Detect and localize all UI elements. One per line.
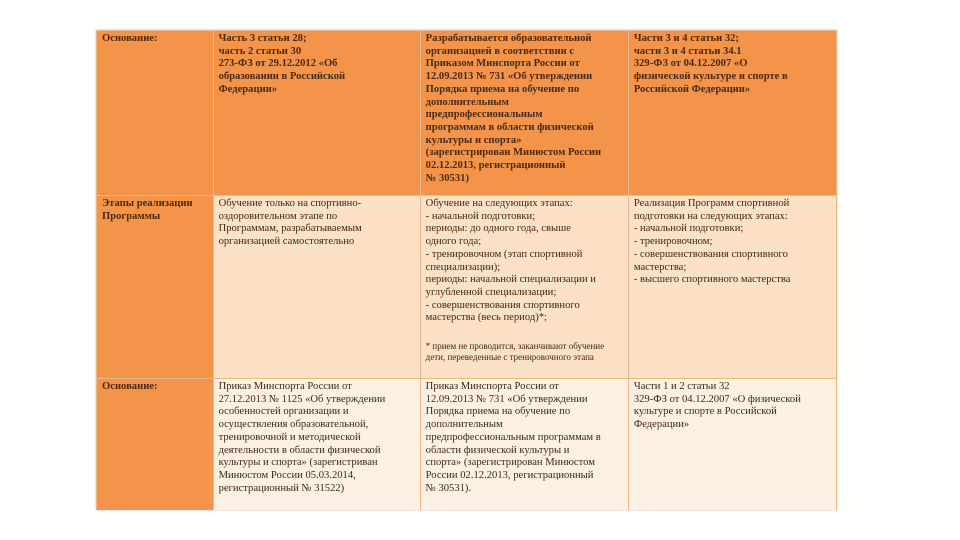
- table-row-basis-bottom: [97, 379, 837, 511]
- table-cell: [420, 379, 628, 511]
- table-row-stages: [97, 196, 837, 379]
- cell-text: Приказ Минспорта России от 27.12.2013 № 1125 «Об утверждении особенностей организации и осуществления образовательной, тренировочной и методической деятельности в области физической культуры и спорта» (зарегистриван Минюстом России 05.03.2014, регистрационный № 31522): [218, 381, 386, 494]
- row-label: Основание:: [102, 33, 158, 44]
- cell-text: Разрабатывается образовательной организацией в соответствии с Приказом Минспорта России от 12.09.2013 № 731 «Об утверждении Порядка приема на обучение по дополнительным предпрофессиональным программам в области физической культуры и спорта» (зарегистрирован Минюстом России 02.12.2013, регистрационный № 30531): [425, 33, 602, 184]
- row-label-cell: [97, 196, 214, 379]
- cell-text: Части 3 и 4 статьи 32; части 3 и 4 статьи 34.1 329-ФЗ от 04.12.2007 «О физической культуре и спорте в Российской Федерации»: [633, 33, 788, 95]
- row-label: Этапы реализации Программы: [102, 198, 193, 222]
- cell-text: Обучение только на спортивно- оздоровительном этапе по Программам, разрабатываемым организацией самостоятельно: [218, 198, 362, 248]
- table-row-basis-top: [97, 31, 837, 196]
- comparison-table: [96, 30, 837, 510]
- table-cell: [628, 31, 836, 196]
- cell-text: Приказ Минспорта России от 12.09.2013 № 731 «Об утверждении Порядка приема на обучение по дополнительным предпрофессиональным программам в области физической культуры и спорта» (зарегистрирован Минюстом России 02.12.2013, регистрационный № 30531).: [425, 381, 601, 494]
- table-cell: [628, 379, 836, 511]
- row-label-cell: [97, 379, 214, 511]
- table-cell: [213, 379, 420, 511]
- cell-text: Части 1 и 2 статьи 32 329-ФЗ от 04.12.2007 «О физической культуре и спорте в Российской Федерации»: [633, 381, 801, 431]
- table-cell: [213, 196, 420, 379]
- cell-text: Обучение на следующих этапах: - начальной подготовки; периоды: до одного года, свыше одного года; - тренировочном (этап спортивной специализации); периоды: начальной специализации и углубленной специализации; - совершенствования спортивного мастерства (весь период)*;: [425, 198, 596, 324]
- cell-text: Реализация Программ спортивной подготовки на следующих этапах: - начальной подготовки; - тренировочном; - совершенствования спортивного мастерства; - высшего спортивного мастерства: [633, 198, 791, 286]
- table-cell: [213, 31, 420, 196]
- table-cell: [628, 196, 836, 379]
- table-cell: [420, 196, 628, 379]
- row-label: Основание:: [102, 381, 158, 392]
- comparison-table-container: [96, 30, 837, 510]
- row-label-cell: [97, 31, 214, 196]
- cell-text: Часть 3 статьи 28; часть 2 статьи 30 273-ФЗ от 29.12.2012 «Об образовании в Российской Федерации»: [218, 33, 346, 95]
- table-cell: [420, 31, 628, 196]
- footnote: * прием не проводится, заканчивают обучение дети, переведенные с тренировочного этапа: [425, 341, 605, 363]
